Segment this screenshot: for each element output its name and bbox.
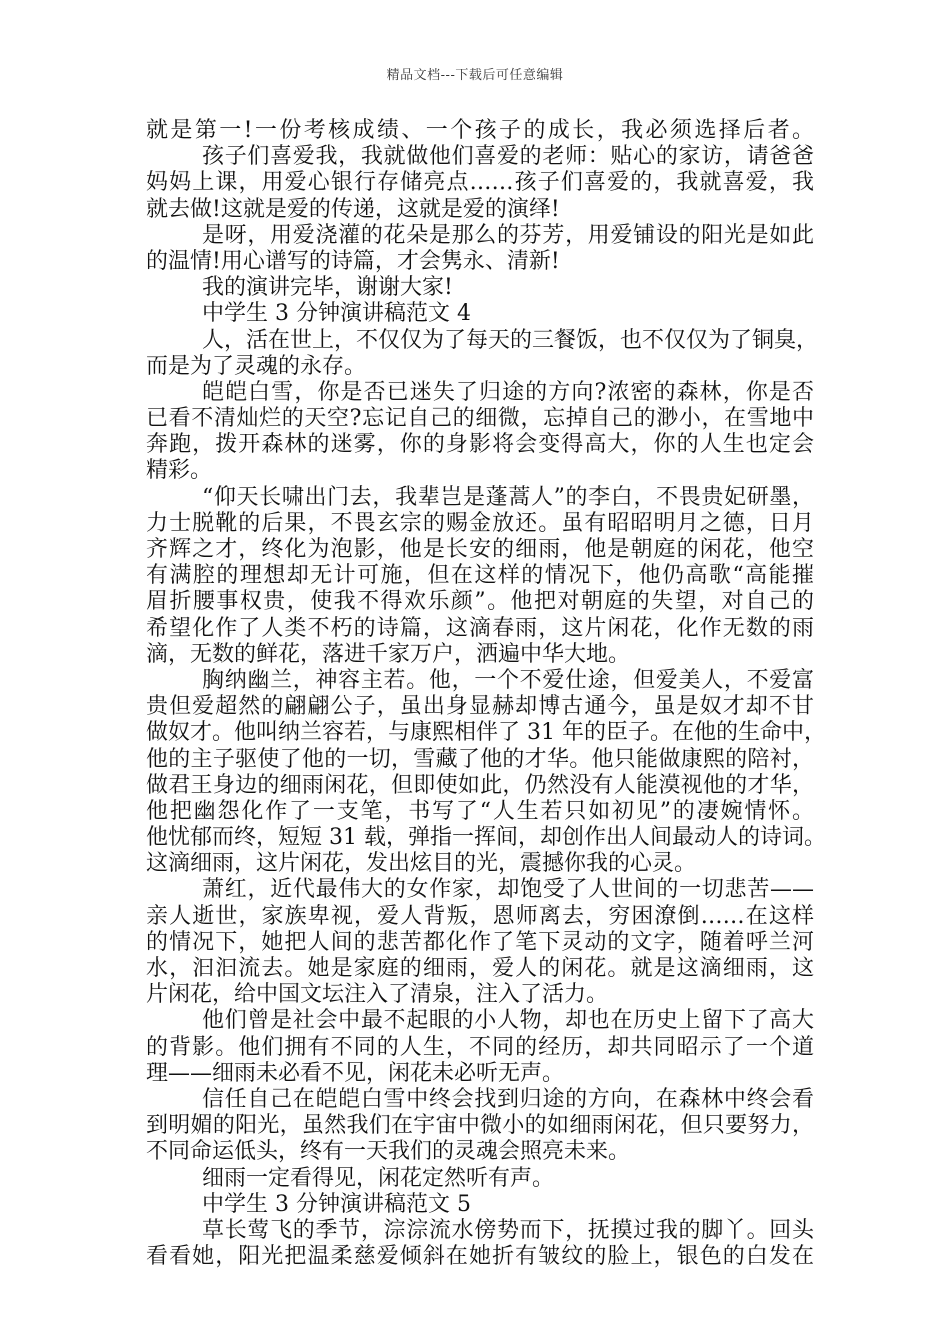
text-line: 我的演讲完毕，谢谢大家! — [202, 275, 453, 301]
text-line: 有满腔的理想却无计可施，但在这样的情况下，他仍高歌“高能摧 — [146, 563, 814, 589]
text-line: 孩子们喜爱我，我就做他们喜爱的老师：贴心的家访，请爸爸 — [202, 144, 814, 170]
text-line: 希望化作了人类不朽的诗篇，这滴春雨，这片闲花，化作无数的雨 — [146, 615, 814, 641]
text-line: 他把幽怨化作了一支笔，书写了“人生若只如初见”的凄婉情怀。 — [146, 798, 814, 824]
text-line: 亲人逝世，家族卑视，爱人背叛，恩师离去，穷困潦倒……在这样 — [146, 903, 814, 929]
section-heading: 中学生 3 分钟演讲稿范文 4 — [202, 301, 471, 327]
text-line: 水，汩汩流去。她是家庭的细雨，爱人的闲花。就是这滴细雨，这 — [146, 956, 814, 981]
text-line: 萧红，近代最伟大的女作家，却饱受了人世间的一切悲苦—— — [202, 877, 814, 903]
section-heading: 中学生 3 分钟演讲稿范文 5 — [202, 1191, 471, 1217]
text-line: 而是为了灵魂的永存。 — [146, 353, 367, 379]
page-header: 精品文档---下载后可任意编辑 — [386, 68, 564, 83]
text-line: 人，活在世上，不仅仅为了每天的三餐饭，也不仅仅为了铜臭， — [202, 327, 819, 353]
text-line: 滴，无数的鲜花，落进千家万户，洒遍中华大地。 — [146, 641, 631, 667]
text-line: 的情况下，她把人间的悲苦都化作了笔下灵动的文字，随着呼兰河 — [146, 929, 814, 955]
text-line: 眉折腰事权贵，使我不得欢乐颜”。他把对朝庭的失望，对自己的 — [146, 589, 814, 615]
text-line: 看看她，阳光把温柔慈爱倾斜在她折有皱纹的脸上，银色的白发在 — [146, 1244, 814, 1270]
text-line: 奔跑，拨开森林的迷雾，你的身影将会变得高大，你的人生也定会 — [146, 432, 814, 458]
text-line: 他的主子驱使了他的一切，雪藏了他的才华。他只能做康熙的陪衬， — [146, 746, 814, 772]
document-body — [146, 118, 826, 1270]
text-line: 片闲花，给中国文坛注入了清泉，注入了活力。 — [146, 982, 609, 1008]
text-line: 胸纳幽兰，神容主若。他，一个不爱仕途，但爱美人，不爱富 — [202, 667, 814, 693]
text-line: 这滴细雨，这片闲花，发出炫目的光，震撼你我的心灵。 — [146, 851, 697, 877]
text-line: 的背影。他们拥有不同的人生，不同的经历，却共同昭示了一个道 — [146, 1034, 814, 1060]
text-line: 精彩。 — [146, 458, 213, 484]
text-line: 到明媚的阳光，虽然我们在宇宙中微小的如细雨闲花，但只要努力， — [146, 1113, 814, 1139]
text-line: 妈妈上课，用爱心银行存储亮点……孩子们喜爱的，我就喜爱，我 — [146, 170, 814, 196]
text-line: 做奴才。他叫纳兰容若，与康熙相伴了 31 年的臣子。在他的生命中， — [146, 720, 826, 746]
text-line: 是呀，用爱浇灌的花朵是那么的芬芳，用爱铺设的阳光是如此 — [202, 222, 814, 248]
text-line: “仰天长啸出门去，我辈岂是蓬蒿人”的李白，不畏贵妃研墨， — [202, 484, 814, 510]
text-line: 已看不清灿烂的天空?忘记自己的细微，忘掉自己的渺小，在雪地中 — [146, 406, 814, 432]
text-line: 信任自己在皑皑白雪中终会找到归途的方向，在森林中终会看 — [202, 1086, 814, 1112]
text-line: 贵但爱超然的翩翩公子，虽出身显赫却博古通今，虽是奴才却不甘 — [146, 694, 814, 720]
text-line: 做君王身边的细雨闲花，但即使如此，仍然没有人能漠视他的才华， — [146, 772, 814, 798]
text-line: 理——细雨未必看不见，闲花未必听无声。 — [146, 1060, 565, 1086]
text-line: 就去做!这就是爱的传递，这就是爱的演绎! — [146, 196, 560, 222]
text-line: 他忧郁而终，短短 31 载，弹指一挥间，却创作出人间最动人的诗词。 — [146, 825, 826, 851]
text-line: 皑皑白雪，你是否已迷失了归途的方向?浓密的森林，你是否 — [202, 379, 814, 405]
text-line: 齐辉之才，终化为泡影，他是长安的细雨，他是朝庭的闲花，他空 — [146, 537, 814, 562]
text-line: 不同命运低头，终有一天我们的灵魂会照亮未来。 — [146, 1139, 631, 1165]
text-line: 力士脱靴的后果，不畏玄宗的赐金放还。虽有昭昭明月之德，日月 — [146, 510, 814, 536]
text-line: 就是第一!一份考核成绩、一个孩子的成长，我必须选择后者。 — [146, 118, 814, 143]
text-line: 草长莺飞的季节，淙淙流水傍势而下，抚摸过我的脚丫。回头 — [202, 1217, 814, 1243]
text-line: 细雨一定看得见，闲花定然听有声。 — [202, 1165, 555, 1191]
text-line: 的温情!用心谱写的诗篇，才会隽永、清新! — [146, 248, 560, 274]
text-line: 他们曾是社会中最不起眼的小人物，却也在历史上留下了高大 — [202, 1008, 814, 1034]
